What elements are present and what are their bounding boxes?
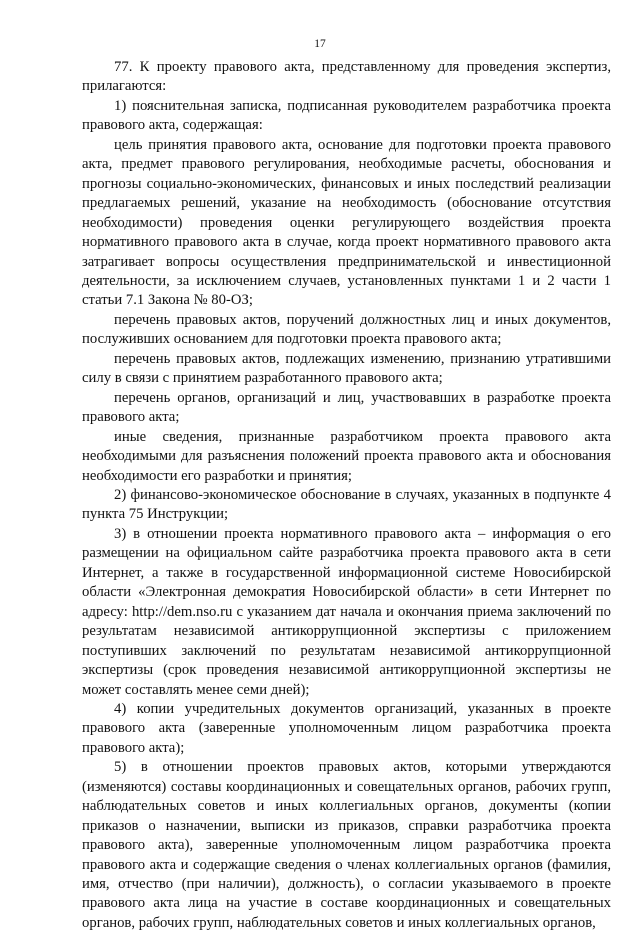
paragraph-participants-list: перечень органов, организаций и лиц, участвовавших в разработке проекта правового акта;	[82, 389, 611, 426]
paragraph-subitem-3: 3) в отношении проекта нормативного правового акта – информация о его размещении на официальном сайте разработчика проекта правового акта в сети Интернет, а также в государственной информационной системе Новосибирской области «Электронная демократия Новосибирской области» в сети Интернет по адресу: http://dem.nso.ru с указанием дат начала и окончания приема заключений по результатам независимой антикоррупционной экспертизы с приложением поступивших заключений по результатам независимой антикоррупционной экспертизы (срок проведения независимой антикоррупционной экспертизы не может составлять менее семи дней);	[82, 525, 611, 698]
page-number: 17	[314, 38, 326, 50]
paragraph-purpose: цель принятия правового акта, основание для подготовки проекта правового акта, предмет правового регулирования, необходимые расчеты, обоснования и прогнозы социально-экономических, финансовых и иных последствий реализации предлагаемых решений, указание на необходимость (обоснование отсутствия необходимости) проведения оценки регулирующего воздействия проекта нормативного правового акта в случае, когда проект нормативного правового акта затрагивает вопросы осуществления предпринимательской и инвестиционной деятельности, за исключением случаев, установленных пунктами 1 и 2 части 1 статьи 7.1 Закона № 80-ОЗ;	[82, 136, 611, 309]
paragraph-item-77: 77. К проекту правового акта, представленному для проведения экспертиз, прилагаются:	[82, 59, 611, 95]
paragraph-subitem-4: 4) копии учредительных документов организаций, указанных в проекте правового акта (заверенные уполномоченным лицом разработчика проекта правового акта);	[82, 700, 611, 756]
paragraph-acts-to-amend-list: перечень правовых актов, подлежащих изменению, признанию утратившими силу в связи с принятием разработанного правового акта;	[82, 350, 611, 387]
document-body	[82, 58, 611, 933]
paragraph-subitem-5: 5) в отношении проектов правовых актов, которыми утверждаются (изменяются) составы координационных и совещательных органов, рабочих групп, наблюдательных советов и иных коллегиальных органов, документы (копии приказов о назначении, выписки из приказов, справки разработчика проекта правового акта), заверенные уполномоченным лицом разработчика проекта правового акта и содержащие сведения о членах коллегиальных органов (фамилия, имя, отчество (при наличии), должность), о согласии указываемого в проекте правового акта лица на участие в составе координационных и совещательных органов, рабочих групп, наблюдательных советов и иных коллегиальных органов,	[82, 759, 611, 931]
paragraph-subitem-1: 1) пояснительная записка, подписанная руководителем разработчика проекта правового акта, содержащая:	[82, 97, 611, 134]
paragraph-subitem-2: 2) финансово-экономическое обоснование в случаях, указанных в подпункте 4 пункта 75 Инструкции;	[82, 486, 611, 523]
paragraph-basis-acts-list: перечень правовых актов, поручений должностных лиц и иных документов, послуживших основанием для подготовки проекта правового акта;	[82, 311, 611, 348]
paragraph-other-info: иные сведения, признанные разработчиком проекта правового акта необходимыми для разъяснения положений проекта правового акта и обоснования необходимости его разработки и принятия;	[82, 428, 611, 484]
